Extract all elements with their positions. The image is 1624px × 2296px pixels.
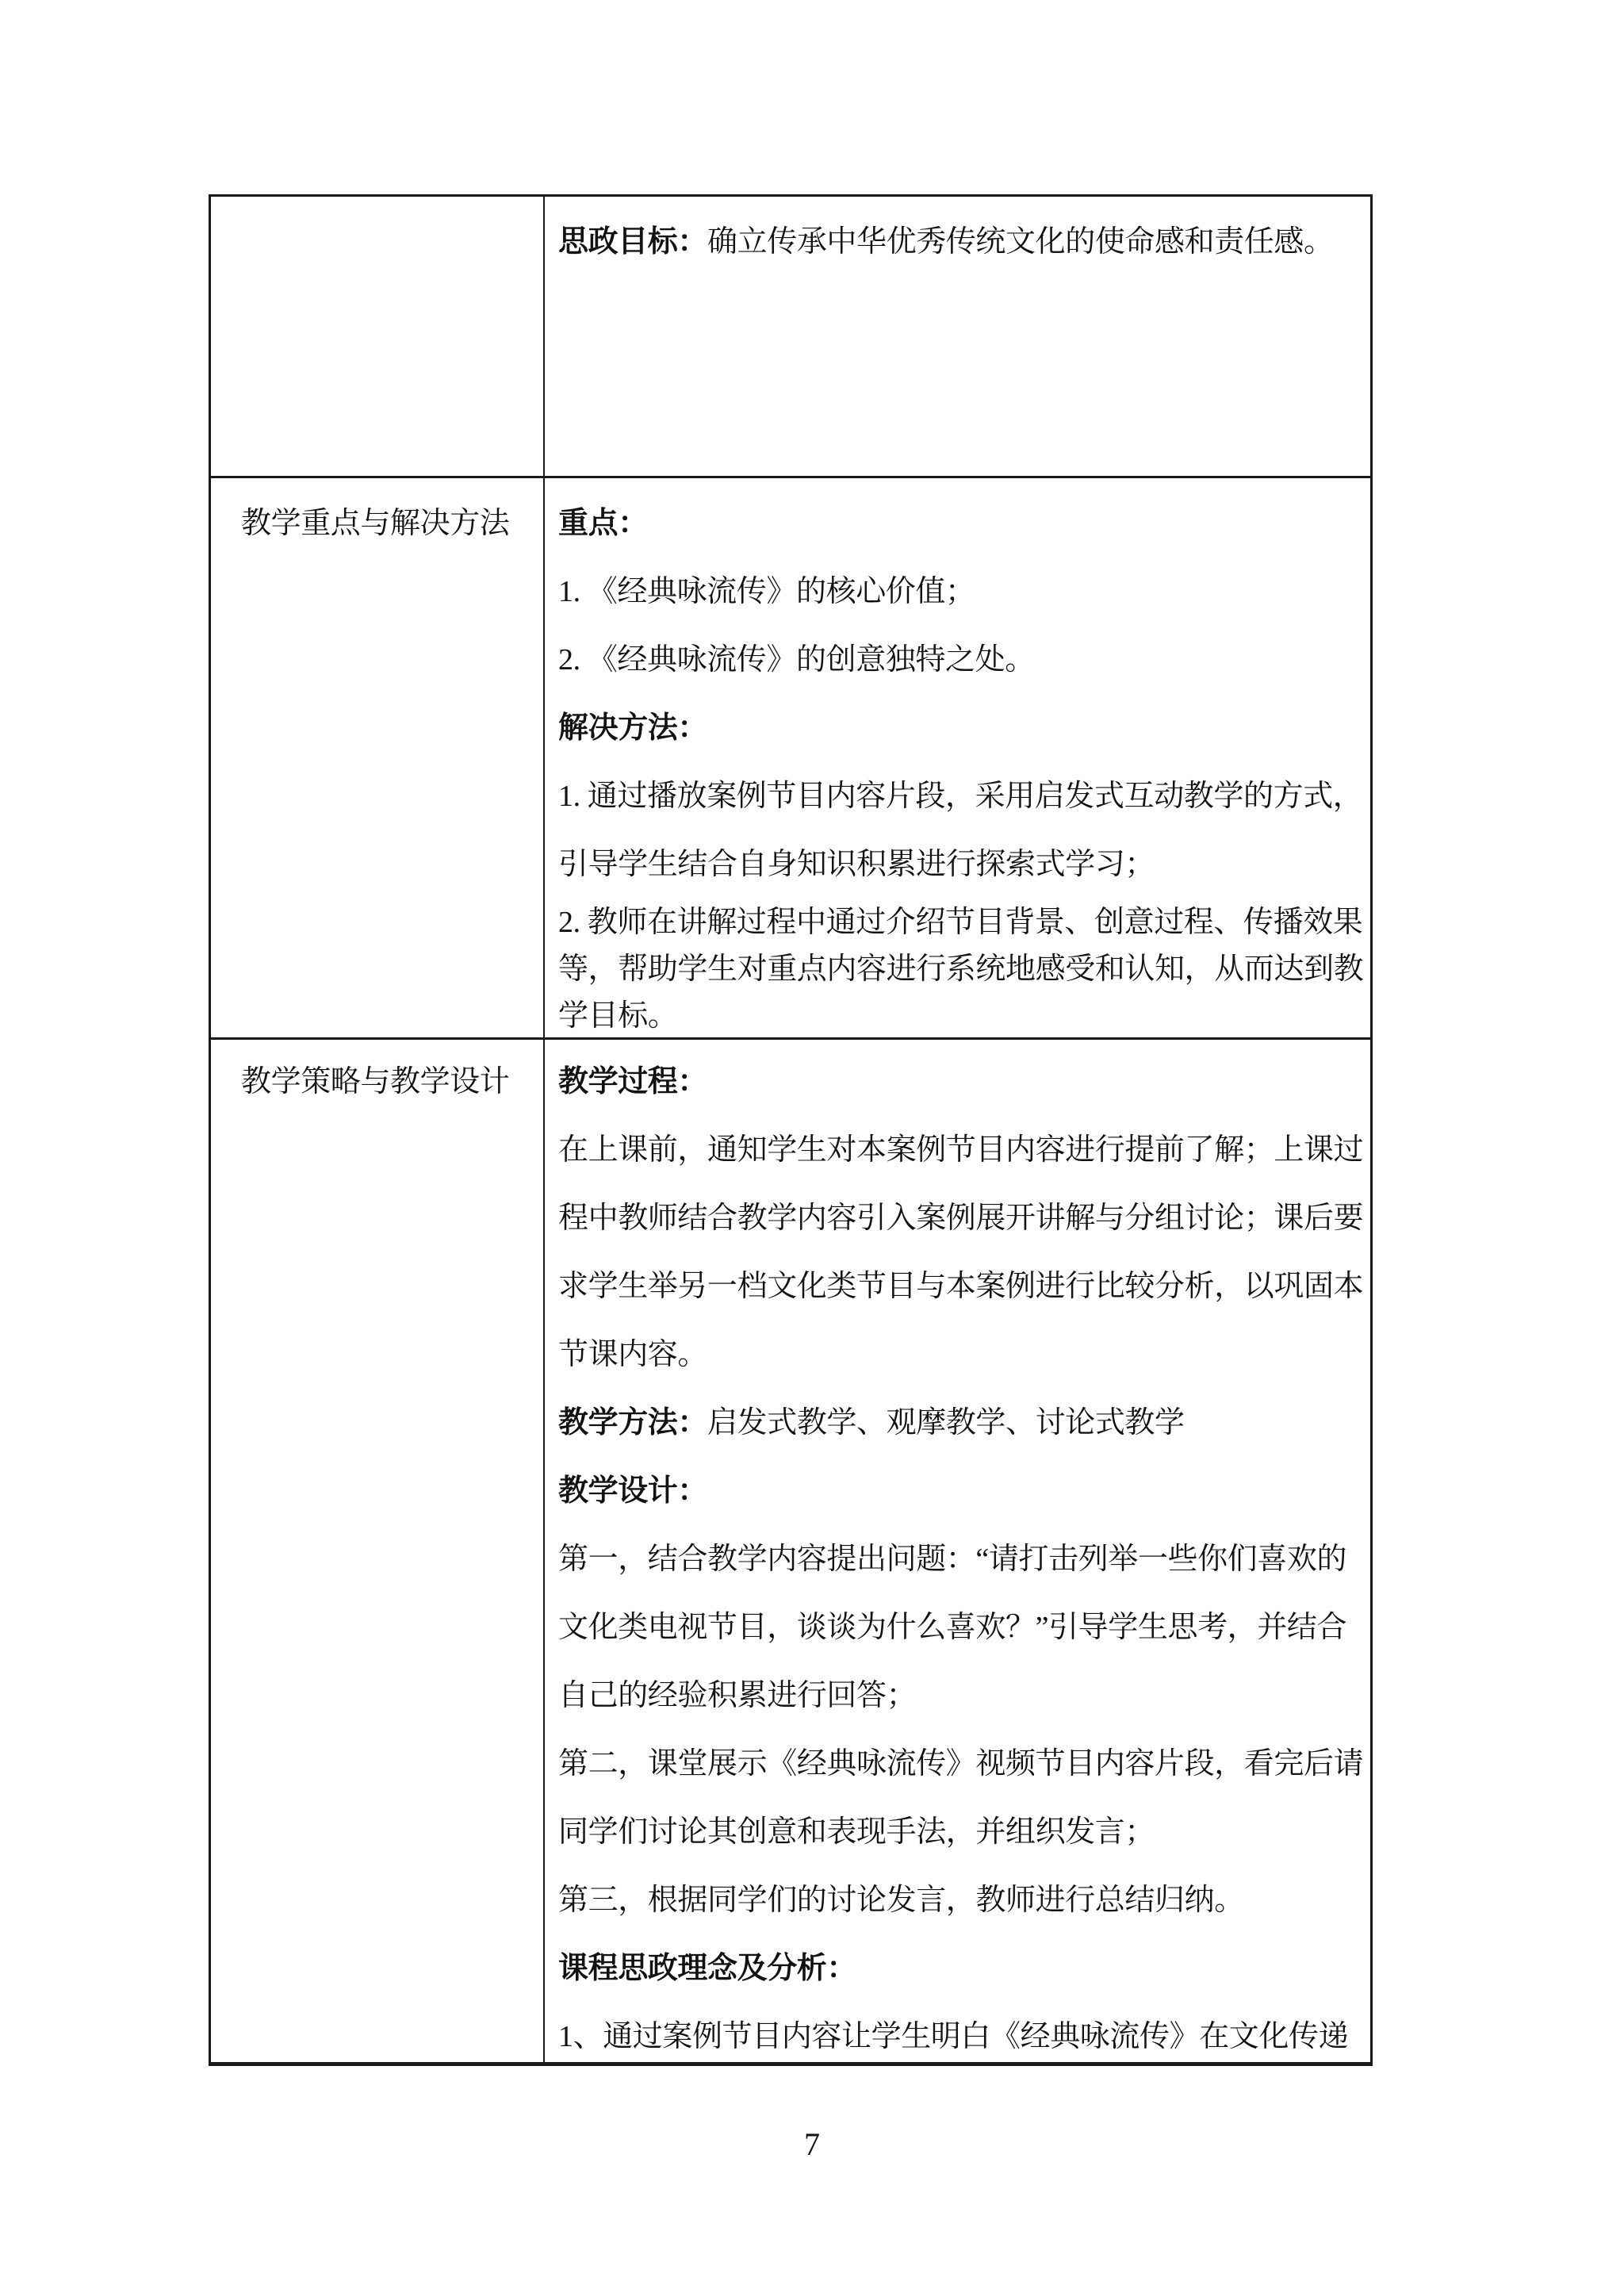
bold-run: 解决方法： <box>558 711 708 745</box>
row-label: 教学策略与教学设计 <box>241 1065 510 1098</box>
text-line <box>558 1389 1367 1457</box>
bold-run: 课程思政理念及分析： <box>558 1952 857 1985</box>
text-run: 1、通过案例节目内容让学生明白《经典咏流传》在文化传递 <box>558 2020 1349 2053</box>
row-label: 教学重点与解决方法 <box>241 507 510 540</box>
text-line <box>558 1116 1367 1184</box>
text-line <box>558 558 1367 626</box>
text-line <box>558 1457 1367 1525</box>
text-line <box>558 992 1367 1037</box>
text-line <box>558 762 1367 830</box>
row-content-cell <box>545 478 1370 1037</box>
text-line <box>558 1934 1367 2003</box>
text-run: 1. 通过播放案例节目内容片段，采用启发式互动教学的方式， <box>558 780 1363 813</box>
text-run: 启发式教学、观摩教学、讨论式教学 <box>707 1406 1185 1439</box>
text-run: 在上课前，通知学生对本案例节目内容进行提前了解；上课过 <box>558 1133 1364 1167</box>
text-run: 第二，课堂展示《经典咏流传》视频节目内容片段，看完后请 <box>558 1747 1364 1780</box>
row-label-cell <box>211 1040 545 2062</box>
text-run: 节课内容。 <box>558 1338 708 1371</box>
text-line <box>558 208 1367 276</box>
text-run: 引导学生结合自身知识积累进行探索式学习； <box>558 848 1155 881</box>
row-label-cell <box>211 197 545 476</box>
page-number: 7 <box>804 2126 820 2162</box>
text-run: 求学生举另一档文化类节目与本案例进行比较分析，以巩固本 <box>558 1270 1364 1303</box>
text-run: 第三，根据同学们的讨论发言，教师进行总结归纳。 <box>558 1884 1244 1917</box>
text-run: 第一，结合教学内容提出问题：“请打击列举一些你们喜欢的 <box>558 1543 1347 1576</box>
text-line <box>558 2003 1367 2062</box>
text-line <box>558 899 1367 945</box>
bold-run: 教学方法： <box>558 1406 708 1439</box>
text-run: 2. 《经典咏流传》的创意独特之处。 <box>558 643 1035 677</box>
text-run: 自己的经验积累进行回答； <box>558 1679 917 1712</box>
text-line <box>558 489 1367 558</box>
text-line <box>558 945 1367 992</box>
text-run: 等，帮助学生对重点内容进行系统地感受和认知，从而达到教 <box>558 952 1364 986</box>
text-line <box>558 1320 1367 1389</box>
text-line <box>558 1048 1367 1116</box>
text-run: 学目标。 <box>558 999 678 1033</box>
text-line <box>558 626 1367 694</box>
text-run: 2. 教师在讲解过程中通过介绍节目背景、创意过程、传播效果 <box>558 905 1363 939</box>
text-line <box>558 1662 1367 1730</box>
text-line <box>558 1252 1367 1320</box>
bold-run: 思政目标： <box>558 225 708 259</box>
bold-run: 重点： <box>558 507 648 540</box>
bold-run: 教学过程： <box>558 1065 708 1098</box>
text-run: 确立传承中华优秀传统文化的使命感和责任感。 <box>707 225 1334 259</box>
text-line <box>558 1525 1367 1593</box>
text-line <box>558 1730 1367 1798</box>
text-line <box>558 1866 1367 1934</box>
text-run: 同学们讨论其创意和表现手法，并组织发言； <box>558 1815 1155 1849</box>
text-run: 程中教师结合教学内容引入案例展开讲解与分组讨论；课后要 <box>558 1202 1364 1235</box>
row-ideology-goal-continued <box>211 197 1370 476</box>
row-key-points-and-solutions <box>211 476 1370 1037</box>
lesson-plan-table <box>209 194 1373 2066</box>
text-line <box>558 1593 1367 1662</box>
bold-run: 教学设计： <box>558 1474 708 1508</box>
text-run: 1. 《经典咏流传》的核心价值； <box>558 575 975 608</box>
row-label-cell <box>211 478 545 1037</box>
text-line <box>558 694 1367 762</box>
row-teaching-strategy-and-design <box>211 1037 1370 2062</box>
row-content-cell <box>545 197 1370 476</box>
text-line <box>558 1184 1367 1252</box>
text-run: 文化类电视节目，谈谈为什么喜欢？”引导学生思考，并结合 <box>558 1611 1347 1644</box>
text-line <box>558 830 1367 899</box>
text-line <box>558 1798 1367 1866</box>
row-content-cell <box>545 1040 1370 2062</box>
